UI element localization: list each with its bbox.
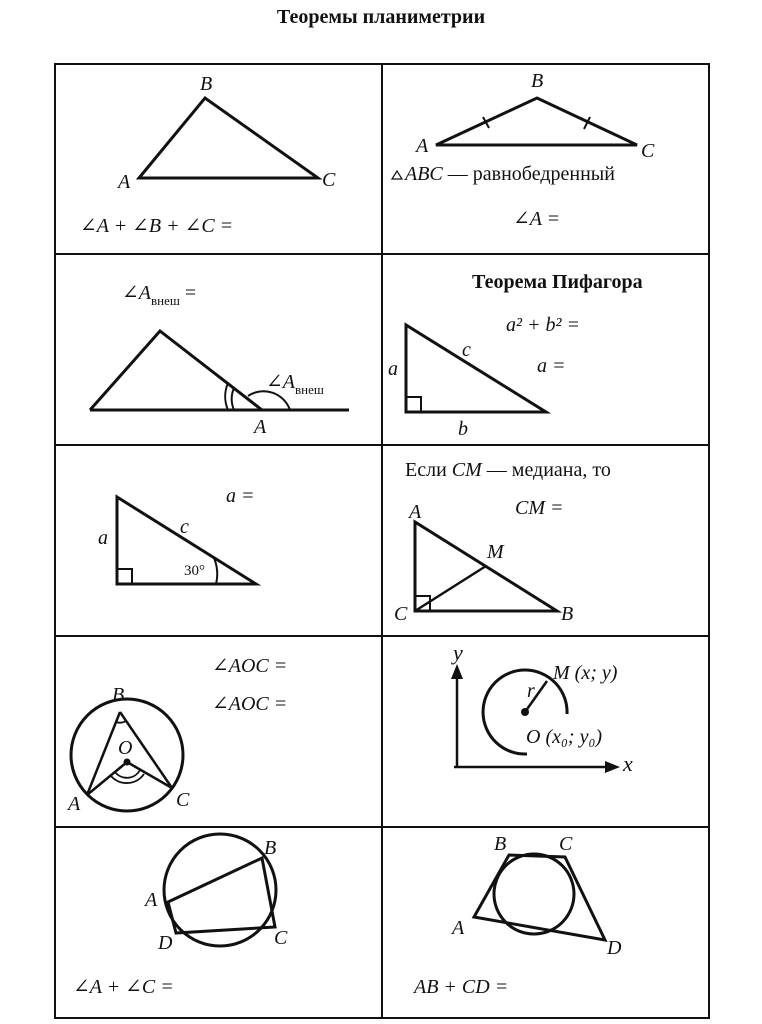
x-axis-label: x: [623, 751, 633, 776]
formula-angle-sum: ∠A + ∠B + ∠C =: [80, 215, 234, 237]
cell-triangle-angle-sum: [80, 73, 336, 237]
quadrilateral-abcd: [168, 858, 275, 933]
side-label-c: c: [462, 339, 471, 361]
incircle: [494, 854, 574, 934]
vertex-label-a: A: [416, 135, 429, 157]
side-label-a: a: [98, 527, 108, 549]
angle-label-30: 30°: [184, 563, 205, 579]
vertex-label-d: D: [607, 937, 622, 959]
center-label-o: O: [118, 737, 133, 759]
vertex-label-a: A: [118, 171, 131, 193]
pythagoras-heading: Теорема Пифагора: [472, 271, 643, 293]
median-cm: [415, 566, 486, 611]
angle-30-arc: [214, 558, 217, 584]
formula-central-angle-2: ∠AOC =: [212, 693, 288, 715]
vertex-label-c: C: [176, 789, 190, 811]
cell-isosceles-triangle: [392, 70, 655, 230]
triangle-symbol-icon: [392, 171, 402, 179]
vertex-label-a: A: [409, 501, 422, 523]
vertex-label-a: A: [452, 917, 465, 939]
vertex-label-c: C: [641, 140, 655, 162]
vertex-label-a: A: [145, 889, 158, 911]
right-angle-marker: [117, 569, 132, 584]
formula-leg-30: a =: [226, 485, 255, 507]
interior-angle-arc-2: [232, 388, 234, 410]
center-point-o: [124, 759, 131, 766]
vertex-label-b: B: [494, 833, 507, 855]
formula-base-angle: ∠A =: [513, 208, 561, 230]
vertex-label-d: D: [158, 932, 173, 954]
central-angle-arc: [115, 770, 140, 778]
formula-opposite-angles: ∠A + ∠C =: [73, 976, 174, 998]
y-axis-label: y: [453, 640, 463, 665]
vertex-label-b: B: [112, 684, 125, 706]
formula-leg: a =: [537, 355, 566, 377]
isosceles-triangle-abc: [436, 98, 637, 145]
formula-side-sums: AB + CD =: [414, 976, 509, 998]
formula-pythagoras: a² + b² =: [506, 314, 580, 336]
center-label-o: O (x₀; y₀): [526, 726, 603, 748]
right-angle-marker: [406, 397, 421, 412]
center-point-o: [521, 708, 529, 716]
cell-inscribed-central-angle: [66, 655, 287, 815]
formula-central-angle-1: ∠AOC =: [212, 655, 288, 677]
right-triangle: [406, 325, 546, 412]
vertex-label-m: M: [487, 541, 504, 563]
vertex-label-c: C: [394, 603, 408, 625]
cell-leg-opposite-30: [98, 485, 256, 584]
cell-median-hypotenuse: [394, 459, 611, 625]
vertex-label-b: B: [561, 603, 574, 625]
vertex-label-a: A: [254, 416, 267, 438]
cell-exterior-angle: [90, 282, 349, 438]
interior-angle-arc: [225, 383, 228, 410]
vertex-label-c: C: [274, 927, 288, 949]
page-title: Теоремы планиметрии: [276, 6, 486, 28]
exterior-angle-label: $\angle A_{внеш}$: [266, 371, 324, 397]
side-label-b: b: [458, 418, 468, 440]
cell-pythagorean-theorem: [388, 271, 643, 440]
vertex-label-a: A: [68, 793, 81, 815]
isosceles-statement: ABC — равнобедренный: [405, 163, 615, 185]
side-label-a: a: [388, 358, 398, 380]
triangle-abc: [139, 98, 318, 178]
cell-circumscribed-quadrilateral: [412, 833, 622, 998]
vertex-label-b: B: [264, 837, 277, 859]
vertex-label-c: C: [322, 169, 336, 191]
radius-label-r: r: [527, 680, 535, 702]
vertex-label-b: B: [200, 73, 213, 95]
exterior-angle-arc: [248, 391, 290, 410]
formula-exterior-angle: $\angle A_{внеш}$ =: [122, 282, 197, 308]
cell-inscribed-quadrilateral: [73, 834, 288, 998]
formula-median: CM =: [515, 497, 564, 519]
cell-circle-equation: [451, 640, 633, 776]
triangle-with-extension: [90, 331, 262, 410]
table-grid: [55, 64, 709, 1018]
x-axis-arrow-icon: [605, 761, 620, 773]
point-label-m: M (x; y): [553, 662, 618, 684]
y-axis-arrow-icon: [451, 664, 463, 679]
vertex-label-b: B: [531, 70, 544, 92]
median-condition: Если CM — медиана, то: [405, 459, 611, 481]
side-label-c: c: [180, 516, 189, 538]
vertex-label-c: C: [559, 833, 573, 855]
radius-oc: [127, 762, 172, 788]
